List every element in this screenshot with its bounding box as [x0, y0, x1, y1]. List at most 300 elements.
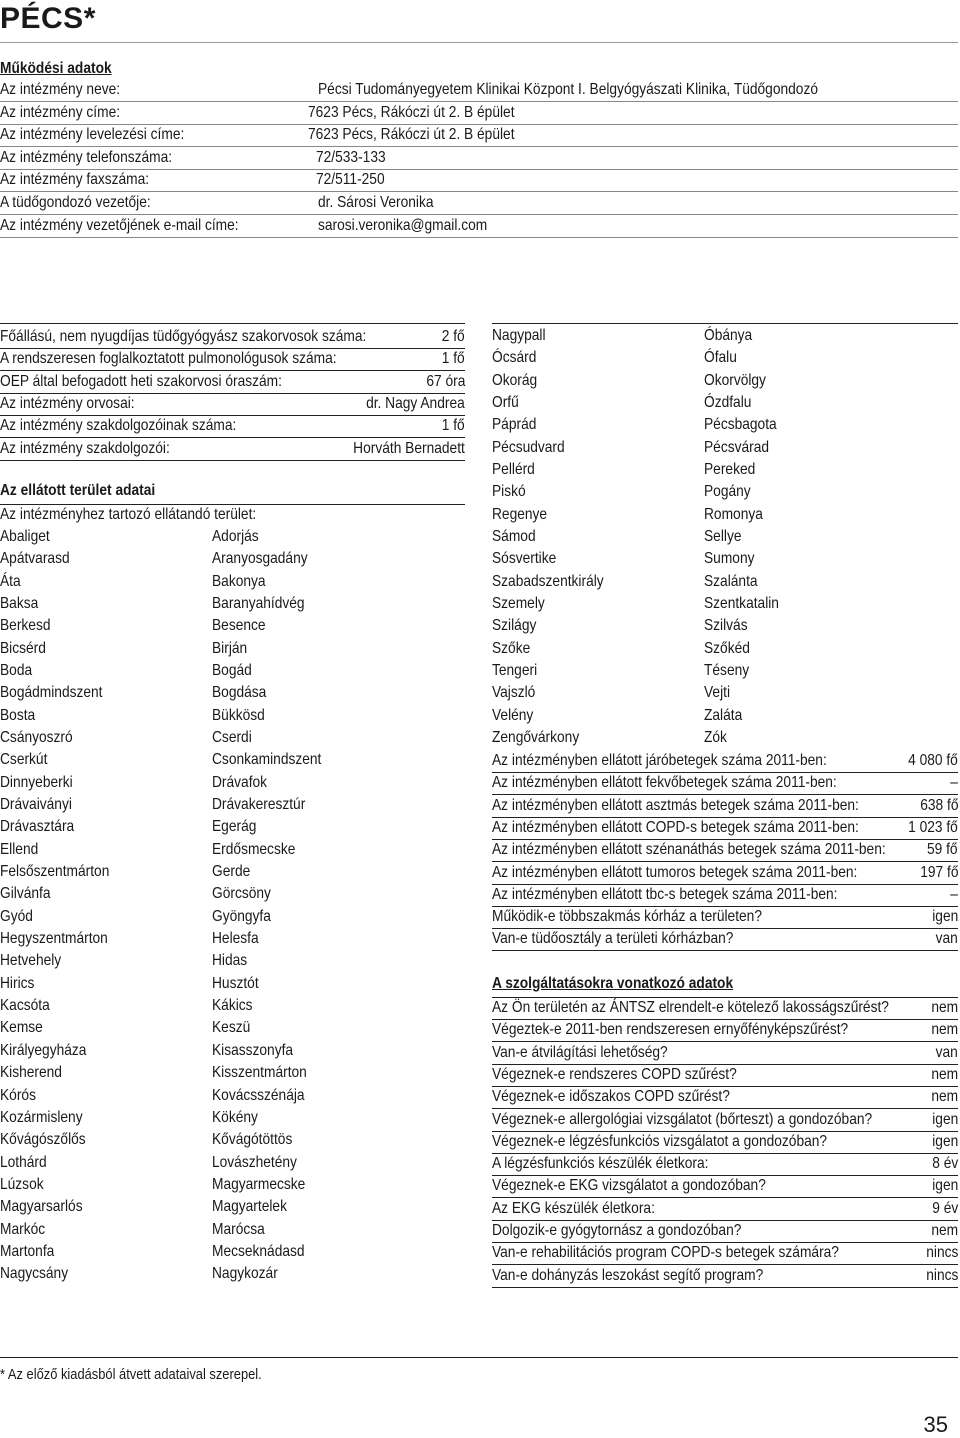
info-value-text: 7623 Pécs, Rákóczi út 2. B épület — [308, 103, 515, 121]
service-row-value — [921, 1266, 958, 1286]
settlement-name-text: Romonya — [704, 505, 763, 523]
stat-row-label-text: Van-e tüdőosztály a területi kórházban? — [492, 930, 734, 948]
settlement-name — [704, 371, 776, 391]
settlement-name-text: Bogdása — [212, 684, 267, 702]
settlement-name — [0, 817, 86, 837]
settlement-name-text: Kozármisleny — [0, 1108, 83, 1126]
stat-row-value — [914, 863, 958, 883]
settlement-name-text: Óbánya — [704, 327, 753, 344]
stat-row-label — [492, 863, 917, 883]
staff-row-label-text: Főállású, nem nyugdíjas tüdőgyógyász szakorvosok száma: — [0, 328, 367, 345]
service-row-value-text: nincs — [925, 1244, 958, 1262]
settlement-name — [492, 616, 544, 636]
services-section-title: A szolgáltatásokra vonatkozó adatok — [492, 975, 958, 998]
settlement-name-text: Helesfa — [212, 930, 259, 948]
settlement-name — [0, 594, 44, 614]
settlement-name-text: Gyöngyfa — [212, 907, 271, 925]
service-row-label-text: Van-e dohányzás leszokást segítő program? — [492, 1266, 764, 1284]
settlement-name-text: Zaláta — [704, 706, 743, 724]
settlement-name-text: Bogád — [212, 662, 252, 680]
settlement-name-text: Pécsudvard — [492, 438, 565, 456]
info-label-text: Az intézmény neve: — [0, 81, 121, 98]
info-value — [316, 170, 396, 190]
staff-row-label — [0, 439, 197, 459]
settlement-name — [704, 616, 755, 636]
settlement-name — [212, 527, 266, 547]
service-row-label — [492, 998, 954, 1018]
settlement-name-text: Berkesd — [0, 617, 51, 635]
stat-row-value — [914, 796, 958, 816]
service-row-label — [492, 1199, 681, 1219]
service-row-label — [492, 1132, 882, 1152]
staff-row — [0, 326, 465, 349]
service-row — [492, 997, 958, 1020]
service-row-value — [927, 1020, 958, 1040]
settlement-name-text: Szilágy — [492, 617, 537, 635]
settlement-name-text: Apátvarasd — [0, 550, 70, 568]
staff-row-label-text: Az intézmény orvosai: — [0, 394, 135, 412]
service-row-value — [921, 1243, 958, 1263]
settlement-name-text: Kisherend — [0, 1064, 62, 1082]
settlement-name — [212, 1063, 322, 1083]
service-row-label — [492, 1043, 696, 1063]
settlement-name-text: Keszü — [212, 1019, 251, 1037]
settlement-name — [704, 639, 757, 659]
staff-row — [0, 371, 465, 394]
settlement-name-text: Ócsárd — [492, 349, 537, 367]
settlement-name — [212, 1197, 299, 1217]
settlement-name — [212, 840, 309, 860]
settlement-name-text: Ellend — [0, 840, 39, 858]
settlement-name-text: Szalánta — [704, 572, 758, 590]
staff-row-value-text: 67 óra — [425, 372, 465, 390]
settlement-name-text: Okorvölgy — [704, 371, 766, 389]
settlement-name-text: Nagycsány — [0, 1265, 69, 1283]
settlement-name — [492, 438, 577, 458]
stat-row-value-text: van — [935, 930, 958, 948]
staff-row-label — [0, 372, 328, 392]
stat-row-label — [492, 751, 881, 771]
settlement-name-text: Drávakeresztúr — [212, 796, 306, 814]
settlement-name-text: Áta — [0, 572, 21, 590]
info-row — [0, 192, 958, 215]
service-row — [492, 1064, 958, 1087]
info-label — [0, 216, 277, 236]
settlement-name — [0, 795, 84, 815]
service-row-label-text: Van-e rehabilitációs program COPD-s betegek számára? — [492, 1244, 839, 1262]
staff-row-label-text: OEP által befogadott heti szakorvosi óraszám: — [0, 372, 282, 390]
settlement-name-text: Birján — [212, 639, 248, 657]
stat-row-label — [492, 840, 950, 860]
service-row-value-text: nem — [931, 1088, 958, 1106]
settlement-name — [0, 907, 38, 927]
service-row-value-text: igen — [931, 1177, 958, 1195]
service-row-label — [492, 1065, 777, 1085]
service-row-value-text: nem — [931, 1065, 958, 1083]
settlement-name-text: Sámod — [492, 528, 536, 546]
stat-row — [492, 795, 958, 818]
service-row-value — [927, 998, 958, 1018]
settlement-name — [212, 1220, 273, 1240]
settlement-name — [212, 639, 253, 659]
settlement-name-text: Magyarsarlós — [0, 1198, 83, 1216]
staff-row-value-text: 1 fő — [442, 350, 465, 368]
info-label-text: Az intézmény levelezési címe: — [0, 126, 185, 144]
settlement-name-text: Cserdi — [212, 729, 252, 747]
settlement-name-text: Velény — [492, 706, 534, 724]
staff-row-value-text: Horváth Bernadett — [353, 439, 465, 457]
stat-row — [492, 862, 958, 885]
stat-row-value-text: 638 fő — [919, 796, 958, 814]
service-row-value-text: van — [935, 1043, 958, 1061]
settlement-name-text: Orfű — [492, 394, 519, 412]
settlement-name — [0, 862, 127, 882]
info-label-text: Az intézmény telefonszáma: — [0, 148, 173, 166]
service-row — [492, 1019, 958, 1042]
stat-row-label — [492, 907, 806, 927]
service-row-value-text: igen — [931, 1110, 958, 1128]
settlement-name — [0, 750, 55, 770]
staff-row — [0, 393, 465, 416]
settlement-name — [212, 1086, 320, 1106]
settlement-name-text: Kisszentmárton — [212, 1064, 307, 1082]
settlement-name — [0, 572, 24, 592]
stat-row — [492, 884, 958, 907]
settlement-name-text: Felsőszentmárton — [0, 863, 110, 881]
stat-row — [492, 906, 958, 929]
service-row-value-text: igen — [931, 1132, 958, 1150]
settlement-name-text: Gyód — [0, 907, 33, 925]
page-title: PÉCS* — [0, 2, 96, 35]
settlement-name — [0, 996, 58, 1016]
stat-row-value-text: 4 080 fő — [908, 752, 958, 769]
info-row — [0, 215, 958, 238]
info-section-title: Működési adatok — [0, 60, 112, 77]
settlement-name — [0, 1086, 42, 1106]
settlement-name-text: Drávasztára — [0, 818, 75, 836]
info-label — [0, 80, 140, 100]
settlement-name-text: Drávaiványi — [0, 796, 72, 814]
stat-row — [492, 839, 958, 862]
service-row — [492, 1153, 958, 1176]
settlement-name — [212, 1153, 311, 1173]
settlement-name-text: Kisasszonyfa — [212, 1041, 294, 1059]
service-row-value-text: 8 év — [931, 1155, 958, 1173]
settlement-name — [492, 505, 556, 525]
staff-row-label — [0, 349, 391, 369]
staff-row-label-text: Az intézmény szakdolgozói: — [0, 439, 170, 457]
settlement-name-text: Erdősmecske — [212, 840, 296, 858]
stat-row-value — [900, 751, 958, 771]
stat-row — [492, 928, 958, 951]
settlement-name — [704, 438, 780, 458]
stat-row-value — [932, 929, 958, 949]
staff-row — [0, 415, 465, 438]
page-number: 35 — [923, 1412, 948, 1437]
settlement-name — [0, 527, 58, 547]
settlement-name — [212, 616, 274, 636]
settlement-name-text: Magyarmecske — [212, 1175, 306, 1193]
settlement-name — [212, 929, 266, 949]
stat-row-label-text: Az intézményben ellátott COPD-s betegek száma 2011-ben: — [492, 818, 859, 836]
service-row-label — [492, 1243, 895, 1263]
settlement-name — [0, 661, 37, 681]
settlement-name — [0, 549, 81, 569]
settlement-name-text: Husztót — [212, 974, 259, 992]
service-row-label-text: Van-e átvilágítási lehetőség? — [492, 1043, 668, 1061]
service-row — [492, 1109, 958, 1132]
settlement-name — [704, 326, 760, 346]
settlement-name — [212, 974, 266, 994]
settlement-name — [704, 572, 766, 592]
settlement-name-text: Ózdfalu — [704, 394, 752, 412]
service-row-label-text: Dolgozik-e gyógytornász a gondozóban? — [492, 1222, 742, 1239]
service-row-value-text: nem — [931, 999, 958, 1016]
info-row — [0, 147, 958, 170]
settlement-name-text: Baksa — [0, 595, 39, 613]
settlement-name — [0, 1130, 100, 1150]
settlement-name — [0, 639, 53, 659]
staff-row — [0, 438, 465, 461]
settlement-name-text: Csányoszró — [0, 729, 73, 747]
service-row-value — [927, 1221, 958, 1241]
service-row-label — [492, 1221, 782, 1241]
info-label — [0, 170, 173, 190]
service-row-value-text: nem — [931, 1222, 958, 1239]
settlement-name — [492, 460, 542, 480]
info-label-text: A tüdőgondozó vezetője: — [0, 194, 151, 211]
service-row-label-text: Végeztek-e 2011-ben rendszeresen ernyőfényképszűrést? — [492, 1021, 849, 1039]
info-value — [308, 103, 548, 123]
staff-row-value — [438, 349, 465, 369]
settlement-name — [492, 683, 542, 703]
service-row-label-text: A légzésfunkciós készülék életkora: — [492, 1155, 709, 1173]
settlement-name — [0, 840, 44, 860]
settlement-name — [0, 683, 119, 703]
info-row — [0, 124, 958, 147]
staff-row-label-text: Az intézmény szakdolgozóinak száma: — [0, 417, 237, 435]
service-row-value-text: nincs — [925, 1266, 958, 1284]
service-row — [492, 1175, 958, 1198]
settlement-name — [212, 594, 320, 614]
settlement-name-text: Okorág — [492, 371, 538, 389]
settlement-name — [492, 415, 544, 435]
service-row-label — [492, 1110, 934, 1130]
stat-row — [492, 750, 958, 773]
area-subtitle: Az intézményhez tartozó ellátandó terület: — [0, 506, 257, 523]
settlement-name — [0, 1108, 96, 1128]
info-label-text: Az intézmény vezetőjének e-mail címe: — [0, 216, 239, 234]
settlement-name — [212, 862, 256, 882]
settlement-name — [212, 661, 258, 681]
service-row-label — [492, 1087, 769, 1107]
footnote-divider — [0, 1357, 958, 1358]
settlement-name-text: Nagykozár — [212, 1265, 278, 1283]
info-value — [318, 80, 899, 100]
settlement-name — [492, 728, 593, 748]
staff-row — [0, 348, 465, 371]
settlement-name — [492, 393, 523, 413]
area-right-top-rule — [492, 323, 958, 324]
settlement-name — [212, 795, 320, 815]
settlement-name-text: Szilvás — [704, 617, 748, 635]
stat-row-label-text: Az intézményben ellátott fekvőbetegek száma 2011-ben: — [492, 774, 837, 792]
service-row-value-text: 9 év — [931, 1199, 958, 1217]
settlement-name — [492, 482, 531, 502]
service-row-label-text: Végeznek-e allergológiai vizsgálatot (bőrteszt) a gondozóban? — [492, 1110, 873, 1128]
settlement-name — [704, 661, 756, 681]
settlement-name — [704, 527, 748, 547]
settlement-name-text: Vejti — [704, 684, 731, 702]
settlement-name — [492, 572, 622, 592]
stat-row-value-text: 197 fő — [919, 863, 958, 881]
settlement-name — [212, 549, 323, 569]
settlement-name — [0, 1153, 54, 1173]
stat-row-label — [492, 773, 893, 793]
settlement-name — [0, 1175, 51, 1195]
settlement-name — [0, 974, 40, 994]
settlement-name — [0, 706, 41, 726]
settlement-name-text: Ófalu — [704, 349, 737, 367]
settlement-name — [492, 661, 544, 681]
settlement-name-text: Téseny — [704, 662, 750, 680]
settlement-name-text: Aranyosgadány — [212, 550, 308, 568]
settlement-name — [492, 706, 540, 726]
settlement-name — [704, 728, 731, 748]
settlement-name-text: Szentkatalin — [704, 595, 779, 613]
settlement-name-text: Gilvánfa — [0, 885, 51, 903]
settlement-name-text: Regenye — [492, 505, 548, 523]
settlement-name — [0, 1063, 72, 1083]
settlement-name-text: Lothárd — [0, 1153, 47, 1171]
settlement-name-text: Bakonya — [212, 572, 266, 590]
service-row-label — [492, 1266, 807, 1286]
stat-row-label-text: Az intézményben ellátott tbc-s betegek száma 2011-ben: — [492, 885, 838, 903]
settlement-name-text: Kacsóta — [0, 997, 50, 1015]
settlement-name — [0, 1264, 79, 1284]
settlement-name — [212, 1108, 265, 1128]
settlement-name-text: Zengővárkony — [492, 729, 580, 747]
settlement-name-text: Kákics — [212, 997, 253, 1015]
settlement-name — [212, 572, 274, 592]
settlement-name — [704, 505, 772, 525]
settlement-name — [0, 1041, 101, 1061]
stat-row-label-text: Az intézményben ellátott asztmás betegek száma 2011-ben: — [492, 796, 859, 814]
info-row — [0, 79, 958, 102]
settlement-name-text: Zók — [704, 729, 727, 747]
settlement-name — [492, 639, 536, 659]
settlement-name-text: Sósvertike — [492, 550, 557, 568]
area-section-title: Az ellátott terület adatai — [0, 482, 465, 505]
service-row-value — [928, 1176, 958, 1196]
settlement-name — [492, 594, 553, 614]
settlement-name — [492, 527, 543, 547]
service-row-value — [928, 1199, 958, 1219]
settlement-name-text: Pogány — [704, 483, 751, 501]
service-row — [492, 1198, 958, 1221]
settlement-name-text: Hirics — [0, 974, 35, 992]
settlement-name — [492, 549, 567, 569]
settlement-name-text: Lúzsok — [0, 1175, 44, 1193]
info-value-text: Pécsi Tudományegyetem Klinikai Központ I. Belgyógyászati Klinika, Tüdőgondozó — [318, 81, 818, 98]
settlement-name-text: Hidas — [212, 952, 248, 970]
settlement-name-text: Boda — [0, 662, 33, 680]
settlement-name — [704, 594, 791, 614]
stat-row-value — [922, 840, 958, 860]
settlement-name — [212, 996, 259, 1016]
settlement-name — [0, 773, 84, 793]
settlement-name — [212, 884, 280, 904]
settlement-name-text: Nagypall — [492, 327, 546, 344]
settlement-name — [212, 683, 275, 703]
service-row — [492, 1086, 958, 1109]
settlement-name-text: Páprád — [492, 416, 537, 434]
settlement-name — [0, 1018, 50, 1038]
settlement-name-text: Kovácsszénája — [212, 1086, 305, 1104]
settlement-name-text: Besence — [212, 617, 266, 635]
settlement-name-text: Szemely — [492, 595, 545, 613]
info-label — [0, 193, 175, 213]
stat-row-value-text: – — [950, 774, 958, 792]
settlement-name-text: Piskó — [492, 483, 526, 501]
service-row — [492, 1220, 958, 1243]
settlement-name — [212, 1264, 288, 1284]
service-row-label — [492, 1176, 810, 1196]
service-row-value-text: nem — [931, 1021, 958, 1039]
settlement-name — [704, 549, 763, 569]
settlement-name-text: Markóc — [0, 1220, 46, 1238]
service-row-label-text: Az EKG készülék életkora: — [492, 1199, 655, 1217]
service-row-label — [492, 1020, 906, 1040]
info-label — [0, 103, 140, 123]
staff-row-value — [438, 416, 465, 436]
settlement-name-text: Vajszló — [492, 684, 536, 702]
stat-row-value-text: – — [950, 885, 958, 903]
settlement-name — [492, 348, 544, 368]
settlement-name-text: Pereked — [704, 461, 756, 479]
settlement-name — [212, 706, 273, 726]
stat-row-value — [949, 885, 958, 905]
settlement-name-text: Szőke — [492, 639, 531, 657]
info-value — [308, 125, 548, 145]
settlement-name — [0, 929, 125, 949]
settlement-name-text: Magyartelek — [212, 1198, 287, 1216]
settlement-name-text: Dinnyeberki — [0, 773, 73, 791]
stat-row-value — [900, 818, 958, 838]
stat-row-label — [492, 929, 773, 949]
info-value — [318, 216, 515, 236]
info-label — [0, 148, 200, 168]
settlement-name — [212, 1018, 256, 1038]
settlement-name-text: Bogádmindszent — [0, 684, 103, 702]
settlement-name — [0, 616, 59, 636]
settlement-name-text: Sumony — [704, 550, 755, 568]
service-row-label-text: Végeznek-e légzésfunkciós vizsgálatot a gondozóban? — [492, 1132, 828, 1150]
title-divider — [0, 42, 958, 43]
service-row-label-text: Végeznek-e rendszeres COPD szűrést? — [492, 1065, 737, 1083]
service-row-value — [928, 1110, 958, 1130]
settlement-name-text: Pécsbagota — [704, 416, 777, 434]
settlement-name-text: Görcsöny — [212, 885, 271, 903]
settlement-name-text: Cserkút — [0, 751, 48, 769]
settlement-name — [704, 460, 764, 480]
service-row-label-text: Az Ön területén az ÁNTSZ elrendelt-e kötelező lakosságszűrést? — [492, 999, 889, 1016]
settlement-name-text: Martonfa — [0, 1242, 55, 1260]
service-row-label-text: Végeznek-e EKG vizsgálatot a gondozóban? — [492, 1177, 766, 1195]
settlement-name-text: Mecseknádasd — [212, 1242, 305, 1260]
settlement-name — [492, 326, 554, 346]
staff-row-label — [0, 416, 275, 436]
